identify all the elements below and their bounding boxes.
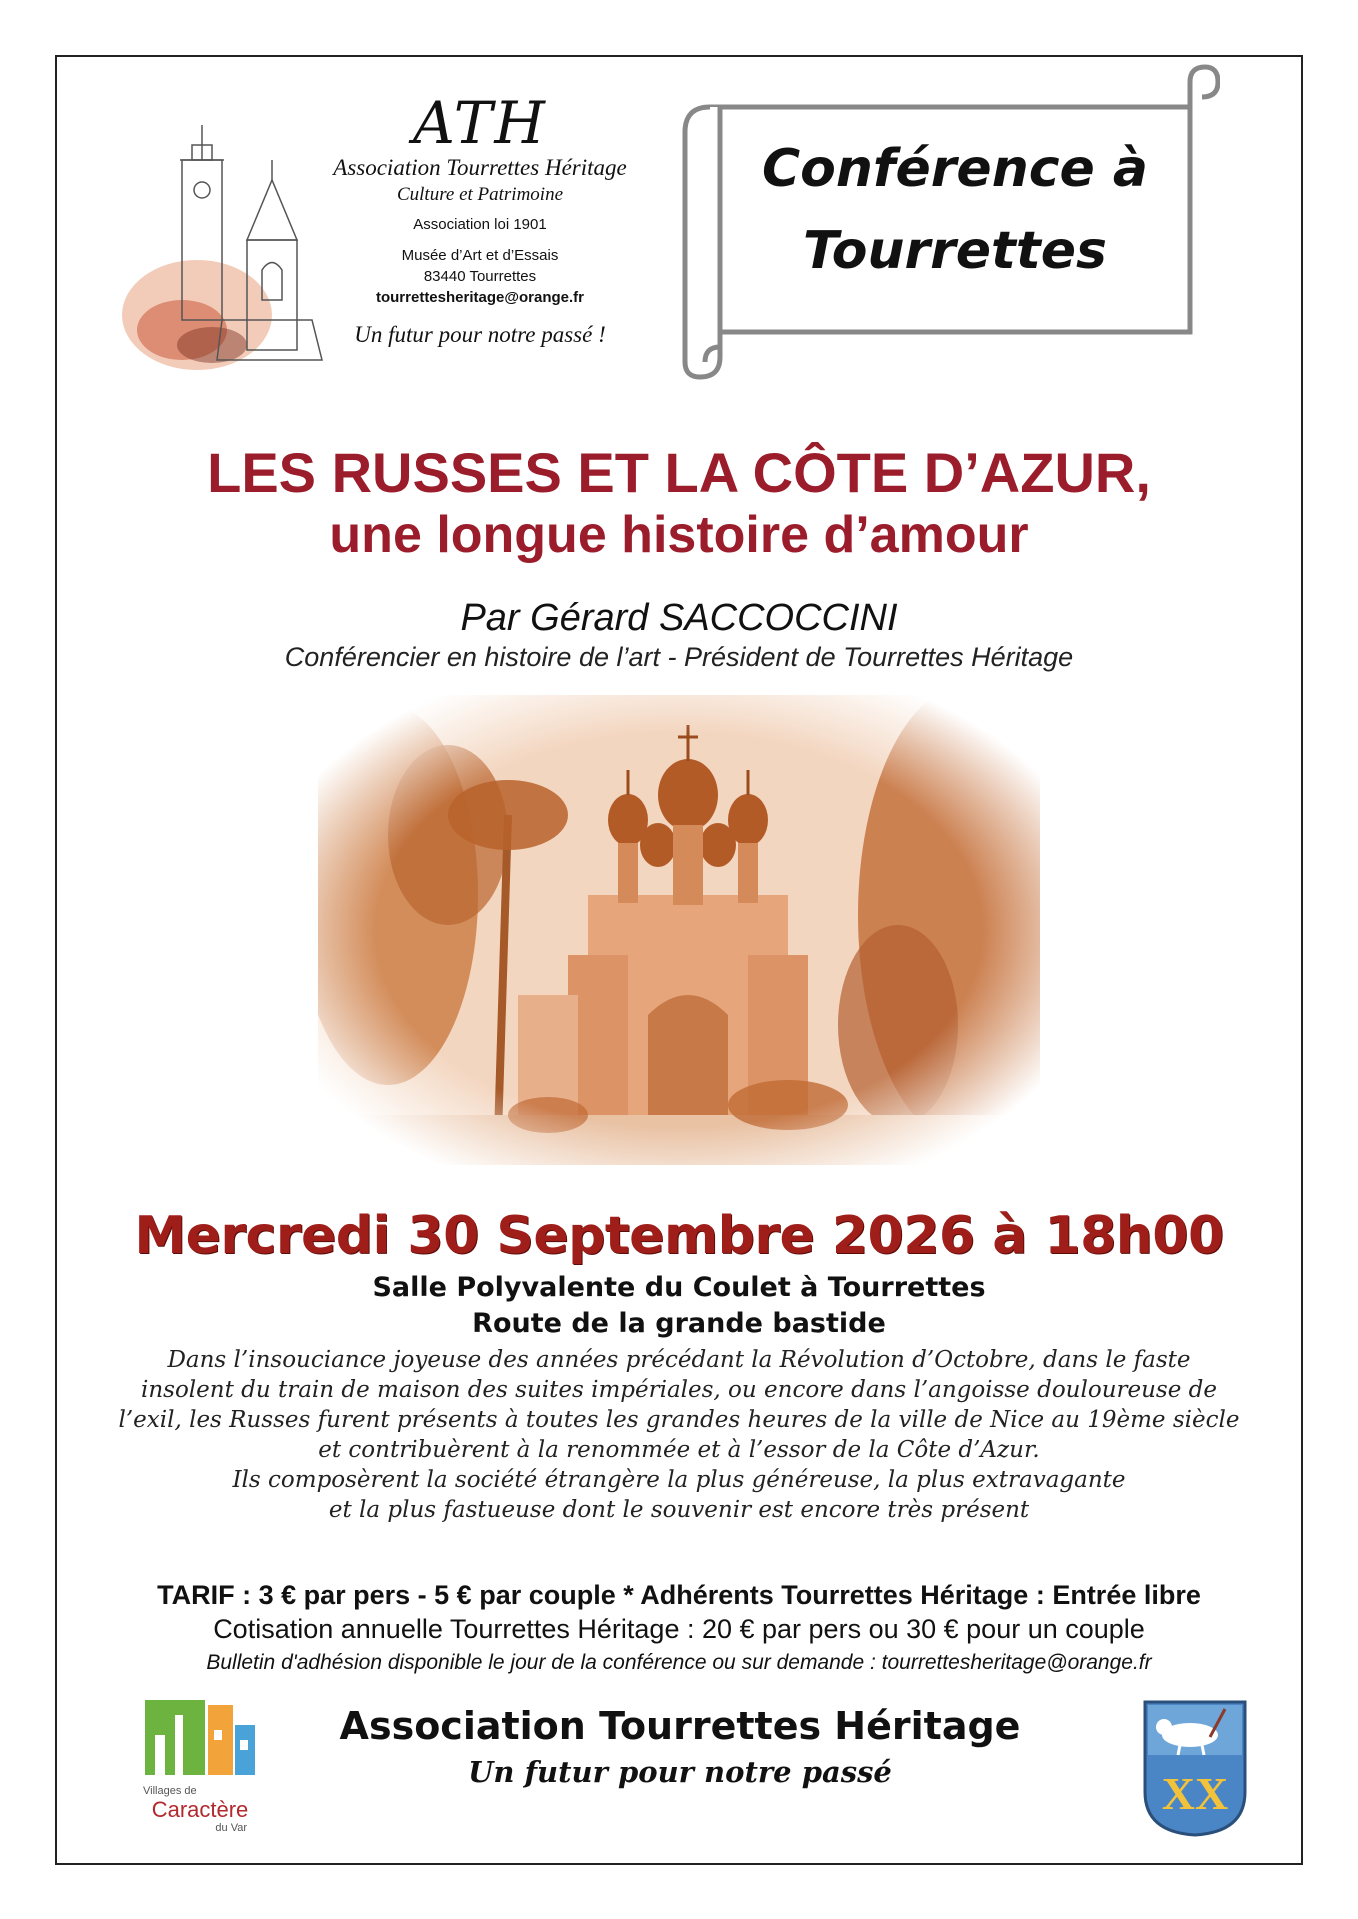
- main-title: LES RUSSES ET LA CÔTE D’AZUR,: [207, 441, 1151, 504]
- venue-line2: Route de la grande bastide: [472, 1308, 886, 1339]
- header-motto: Un futur pour notre passé !: [354, 322, 606, 347]
- villages-de-caractere-text: [135, 1785, 265, 1835]
- venue-line1: Salle Polyvalente du Coulet à Tourrettes: [372, 1272, 986, 1303]
- museum-line: Musée d’Art et d’Essais: [401, 247, 559, 264]
- description-line: et la plus fastueuse dont le souvenir est encore très présent: [328, 1497, 1030, 1523]
- church-sketch-logo: [122, 120, 347, 395]
- banner-line2: Tourrettes: [802, 221, 1107, 281]
- crest-text: XX: [1161, 1768, 1229, 1819]
- banner-text: [720, 128, 1190, 292]
- description-line: et contribuèrent à la renommée et à l’essor de la Côte d’Azur.: [318, 1437, 1040, 1463]
- speaker-role: Conférencier en histoire de l’art - Président de Tourrettes Héritage: [284, 642, 1074, 672]
- event-date: Mercredi 30 Septembre 2026 à 18h00: [134, 1206, 1224, 1266]
- event-venue: [55, 1270, 1303, 1342]
- description-line: Dans l’insouciance joyeuse des années précédant la Révolution d’Octobre, dans le faste: [167, 1347, 1191, 1373]
- main-subtitle: une longue histoire d’amour: [329, 506, 1029, 564]
- pricing-bulletin: Bulletin d'adhésion disponible le jour de la conférence ou sur demande : tourrettesheritage@orange.fr: [206, 1651, 1152, 1674]
- event-description: [90, 1345, 1268, 1525]
- assoc-subtitle: Culture et Patrimoine: [396, 184, 564, 205]
- postal-line: 83440 Tourrettes: [423, 268, 537, 285]
- banner-line1: Conférence à: [761, 139, 1148, 199]
- pricing-tarif: TARIF : 3 € par pers - 5 € par couple * Adhérents Tourrettes Héritage : Entrée libre: [157, 1580, 1201, 1610]
- pricing-cotisation: Cotisation annuelle Tourrettes Héritage : 20 € par pers ou 30 € pour un couple: [213, 1614, 1145, 1644]
- association-header: [330, 89, 630, 348]
- description-line: insolent du train de maison des suites impériales, ou encore dans l’angoisse douloureuse de: [140, 1377, 1217, 1403]
- speaker-name: Par Gérard SACCOCCINI: [460, 597, 898, 639]
- assoc-name: Association Tourrettes Héritage: [333, 155, 627, 180]
- villages-line1: Villages de: [143, 1785, 197, 1797]
- description-line: Ils composèrent la société étrangère la plus généreuse, la plus extravagante: [232, 1467, 1126, 1493]
- ath-logo-text: ATH: [413, 89, 547, 157]
- footer-motto: Un futur pour notre passé: [468, 1755, 892, 1789]
- footer-association: Association Tourrettes Héritage: [339, 1704, 1021, 1748]
- villages-line2: Caractère: [151, 1797, 249, 1822]
- header-email: tourrettesheritage@orange.fr: [375, 289, 584, 306]
- description-line: l’exil, les Russes furent présents à toutes les grandes heures de la ville de Nice au 19ème siècle: [118, 1407, 1240, 1433]
- assoc-law: Association loi 1901: [413, 216, 547, 233]
- villages-line3: du Var: [215, 1822, 247, 1834]
- tourrettes-crest-icon: [1140, 1697, 1250, 1837]
- cathedral-photo: [318, 695, 1040, 1165]
